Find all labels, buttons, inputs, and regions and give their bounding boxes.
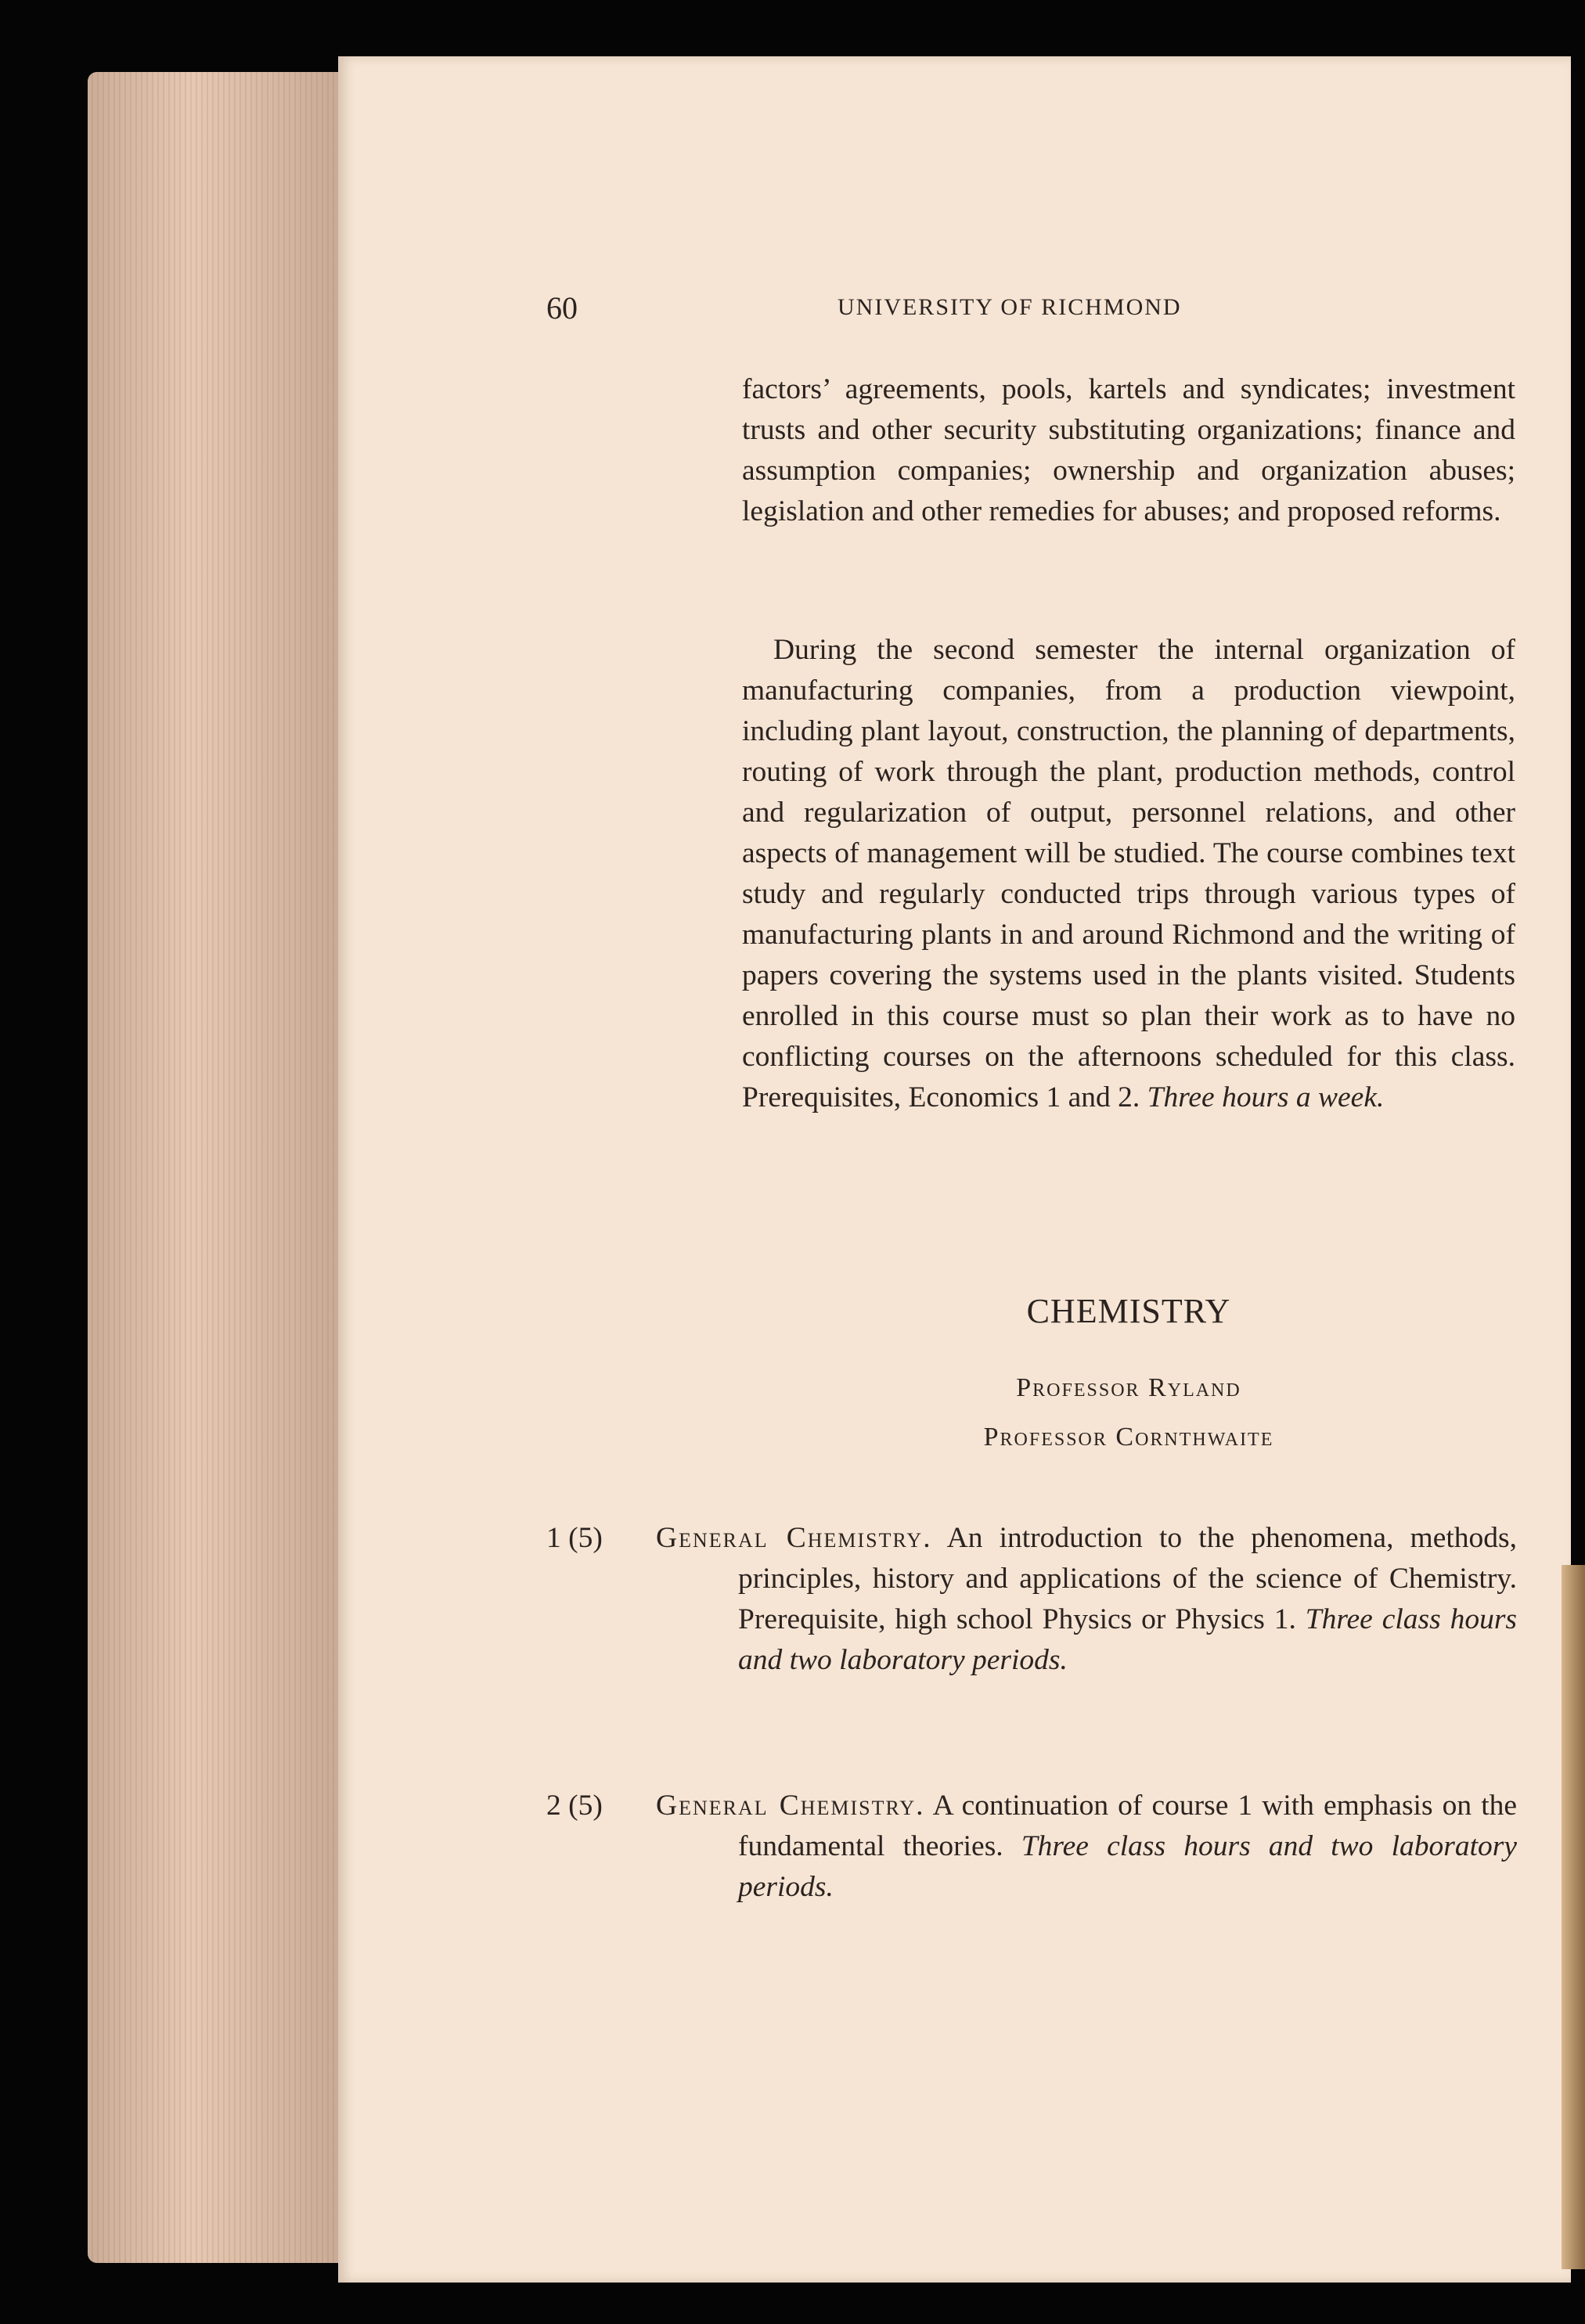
course-text — [656, 1518, 1517, 1681]
page-right-edge — [1562, 1565, 1585, 2269]
course-hours: Three class hours and two laboratory periods. — [738, 1603, 1518, 1676]
course-name: General Chemistry. — [656, 1522, 932, 1554]
course-number: 2 (5) — [546, 1790, 603, 1822]
course-number: 1 (5) — [546, 1522, 603, 1554]
page-header — [546, 290, 1564, 329]
course-entry — [546, 1786, 1517, 1908]
course-text — [656, 1786, 1517, 1908]
page-stack-shade — [88, 72, 346, 2263]
professor-ryland: Professor Ryland — [1016, 1373, 1241, 1402]
course-description: A continuation of course 1 with emphasis on the fundamental theories. — [738, 1790, 1518, 1862]
course-name: General Chemistry. — [656, 1790, 925, 1822]
section-title-chemistry: CHEMISTRY — [1026, 1292, 1231, 1330]
course-description: An introduction to the phenomena, methods, principles, history and applications of the science of Chemistry. Prerequisite, high school Physics or Physics 1. — [738, 1522, 1518, 1635]
paragraph-second-semester-text: During the second semester the internal organization of manufacturing companies, from a production viewpoint, including plant layout, construction, the planning of departments, routing of work through the plant, production methods, control and regularization of output, personnel relations, and other aspects of management will be studied. The course combines text study and regularly conducted trips through various types of manufacturing plants in and around Richmond and the writing of papers covering the systems used in the plants visited. Students enrolled in this course must so plan their work as to have no conflicting courses on the afternoons scheduled for this class. Prerequisites, Economics 1 and 2. — [742, 634, 1515, 1113]
paragraph-second-semester-hours: Three hours a week. — [1147, 1081, 1385, 1113]
running-head: UNIVERSITY OF RICHMOND — [838, 294, 1182, 320]
page-number: 60 — [546, 290, 578, 326]
professor-cornthwaite: Professor Cornthwaite — [983, 1423, 1274, 1452]
paragraph-continued: factors’ agreements, pools, kartels and syndicates; investment trusts and other security substituting organizations; finance and assumption companies; ownership and organization abuses; legislation and other remedies for abuses; and proposed reforms. — [742, 373, 1515, 527]
course-entry — [546, 1518, 1517, 1681]
paragraph-second-semester — [742, 630, 1515, 1118]
course-hours: Three class hours and two laboratory periods. — [738, 1830, 1517, 1903]
